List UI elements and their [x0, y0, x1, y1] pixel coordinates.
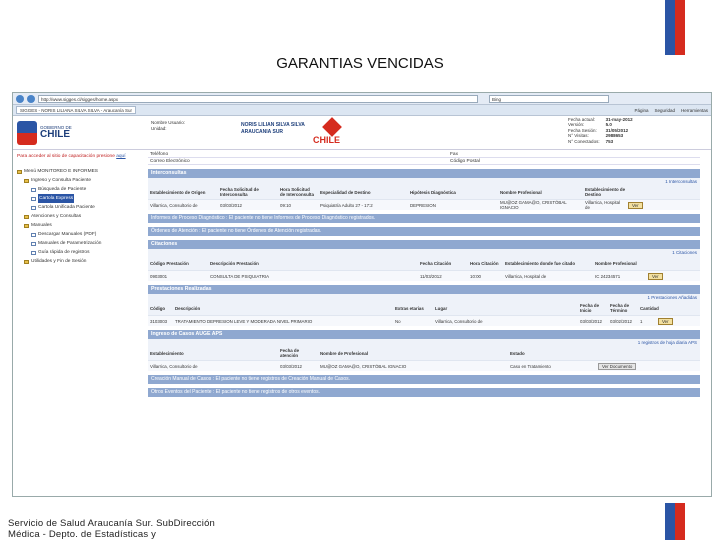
menu-item[interactable] [17, 257, 144, 266]
folder-icon [24, 215, 29, 219]
section-count[interactable]: 1 registros de hoja diaria APS [148, 339, 700, 346]
tab-sigges[interactable]: SIGGES - NORIS LILIANA SILVA SILVA - Araucanía Sur [16, 106, 136, 114]
meta-label: N° Visitas: [568, 133, 589, 139]
email-label: Correo Electrónico [150, 159, 190, 164]
menu-item-label: Búsqueda de Paciente [38, 187, 87, 192]
ver-button[interactable]: Ver [648, 273, 663, 280]
forward-icon[interactable] [27, 95, 35, 103]
slide-title: GARANTIAS VENCIDAS [276, 55, 444, 72]
menu-item-label: Manuales [31, 223, 52, 228]
menu-item-label: Utilidades y Fin de Sesión [31, 259, 87, 264]
meta-value: 31/05/2012 [605, 127, 629, 133]
menu-item-label: Manuales de Parametrización [38, 241, 102, 246]
address-bar [13, 93, 711, 105]
menu-item[interactable] [17, 248, 144, 257]
ver-documento-button[interactable]: Ver Documento [598, 363, 636, 370]
user-label: Nombre Usuario: [151, 120, 186, 125]
prestaciones-section [148, 285, 700, 326]
postal-label: Código Postal [450, 159, 480, 164]
menu-item[interactable] [17, 221, 144, 230]
section-title: Ingreso de Casos AUGE APS [148, 330, 700, 339]
crest-icon [17, 121, 37, 145]
menu-item-label: Ingreso y Consulta Paciente [31, 178, 91, 183]
meta-value: 753 [605, 138, 614, 144]
app-banner [13, 116, 711, 150]
table-header: Código Prestación Descripción Prestación Fecha Citación Hora Citación Establecimiento donde fue citado Nombre Profesional [148, 256, 700, 270]
meta-label: Versión: [568, 122, 585, 128]
table-row: 0903001 CONSULTA DE PSIQUIATRIA 11/03/2012 10:00 Villarrica, Hospital de IC 24234571 Ver [148, 270, 700, 281]
citaciones-section [148, 240, 700, 281]
meta-label: Fecha Sesión: [568, 127, 597, 133]
casos-aps-section [148, 330, 700, 371]
menu-item[interactable] [17, 185, 144, 194]
user-value: NORIS LILIAN SILVA SILVA [241, 122, 305, 128]
document-icon [31, 206, 36, 210]
unit-value: ARAUCANIA SUR [241, 129, 284, 135]
section-count[interactable]: 1 Prestaciones Añadidas [148, 294, 700, 301]
phone-label: Teléfono [150, 152, 169, 157]
user-values [241, 122, 305, 136]
menu-item[interactable] [17, 176, 144, 185]
table-header: Establecimiento de Origen Fecha Solicitud de Interconsulta Hora Solicitud de Interconsulta Especialidad de Destino Hipótesis Diagnóstica Nombre Profesional Establecimiento de Destino [148, 185, 700, 199]
ie-toolbar [634, 108, 708, 113]
menu-item[interactable] [17, 194, 144, 203]
gov-logo [13, 116, 93, 150]
document-icon [31, 233, 36, 237]
folder-icon [24, 224, 29, 228]
ordenes-note: Órdenes de Atención : El paciente no tiene Órdenes de Atención registradas. [148, 227, 700, 236]
folder-icon [24, 179, 29, 183]
meta-label: N° Conectados: [568, 138, 600, 144]
meta-value: 31-may-2012 [605, 117, 633, 122]
menu-tree [17, 167, 144, 266]
table-header: Código Descripción Extras etarias Lugar Fecha de Inicio Fecha de Término Cantidad [148, 301, 700, 315]
menu-item[interactable] [17, 167, 144, 176]
main-content [148, 151, 700, 497]
address-input[interactable]: http://www.sigges.cl/sigges/home.aspx [38, 95, 478, 103]
security-menu[interactable]: Seguridad [654, 107, 675, 113]
footer-line: Médica - Depto. de Estadísticas y [8, 529, 157, 540]
menu-item[interactable] [17, 212, 144, 221]
contact-row [148, 151, 700, 158]
search-input[interactable]: Bing [489, 95, 609, 103]
gov-line: GOBIERNO DE [40, 125, 72, 130]
interconsultas-section [148, 169, 700, 210]
tools-menu[interactable]: Herramientas [680, 107, 708, 113]
menu-item-label: Guía rápida de registros [38, 250, 90, 255]
document-icon [31, 188, 36, 192]
section-title: Interconsultas [148, 169, 700, 178]
folder-icon [17, 170, 22, 174]
section-count[interactable]: 1 Citaciones [148, 249, 700, 256]
training-link[interactable]: Para acceder al sitio de capacitación presione aquí [17, 154, 126, 159]
menu-item[interactable] [17, 230, 144, 239]
menu-item[interactable] [17, 239, 144, 248]
table-row: Villarrica, Consultorio de 03/03/2012 MU@OZ GAMA@O, CRISTÓBAL IGNACIO Caso en Tratamiento Ver Documento [148, 360, 700, 371]
meta-value: 5.0 [605, 122, 612, 128]
flag-bottom [665, 503, 685, 540]
ver-button[interactable]: Ver [628, 202, 643, 209]
menu-item-label: Cartola Express [39, 196, 74, 201]
chile-logo: CHILE [313, 118, 353, 146]
menu-item-label: Menú MONITOREO E INFORMES [24, 169, 99, 174]
menu-item-label: Descargar Manuales (PDF) [38, 232, 97, 237]
user-labels [151, 120, 185, 132]
back-icon[interactable] [16, 95, 24, 103]
menu-item-label: Atenciones y Consultas [31, 214, 82, 219]
here-link[interactable]: aquí [116, 154, 126, 159]
gov-country: CHILE [40, 129, 70, 140]
tab-bar [13, 105, 711, 116]
menu-item[interactable] [17, 203, 144, 212]
browser-screenshot [12, 92, 712, 497]
footer-text [8, 518, 215, 540]
section-title: Prestaciones Realizadas [148, 285, 700, 294]
session-meta [568, 117, 633, 144]
contact-row [148, 158, 700, 165]
document-icon [31, 197, 36, 201]
footer-line: Servicio de Salud Araucanía Sur. SubDirección [8, 518, 216, 529]
section-count[interactable]: 1 Interconsultas [148, 178, 700, 185]
creacion-note: Creación Manual de Casos : El paciente no tiene registros de Creación Manual de Casos. [148, 375, 700, 384]
table-header: Establecimiento Fecha de atención Nombre de Profesional Estado [148, 346, 700, 360]
document-icon [31, 242, 36, 246]
meta-label: Fecha actual: [568, 117, 596, 122]
sidebar [13, 151, 148, 497]
flag-top [665, 0, 685, 55]
ver-button[interactable]: Ver [658, 318, 673, 325]
document-icon [31, 251, 36, 255]
otros-note: Otros Eventos del Paciente : El paciente no tiene registros de otros eventos. [148, 388, 700, 397]
informes-note: Informes de Proceso Diagnóstico : El paciente no tiene Informes de Proceso Diagnóstico registrados. [148, 214, 700, 223]
meta-value: 2988653 [605, 133, 624, 139]
menu-item-label: Cartola Unificada Paciente [38, 205, 95, 210]
page-menu[interactable]: Página [634, 107, 649, 113]
unit-label: Unidad: [151, 126, 167, 131]
fax-label: Fax [450, 152, 458, 157]
section-title: Citaciones [148, 240, 700, 249]
folder-icon [24, 260, 29, 264]
table-row: Villarrica, Consultorio de 03/03/2012 09:10 Psiquiatría Adulto 27 - 17:2 DEPRESION MU@OZ GAMA@O, CRISTÓBAL IGNACIO Villarrica, Hospital de Ver [148, 199, 700, 210]
table-row: 3103003 TRATAMIENTO DEPRESION LEVE Y MODERADA NIVEL PRIMARIO No Villarrica, Consultorio de 03/03/2012 03/02/2012 1 Ver [148, 315, 700, 326]
